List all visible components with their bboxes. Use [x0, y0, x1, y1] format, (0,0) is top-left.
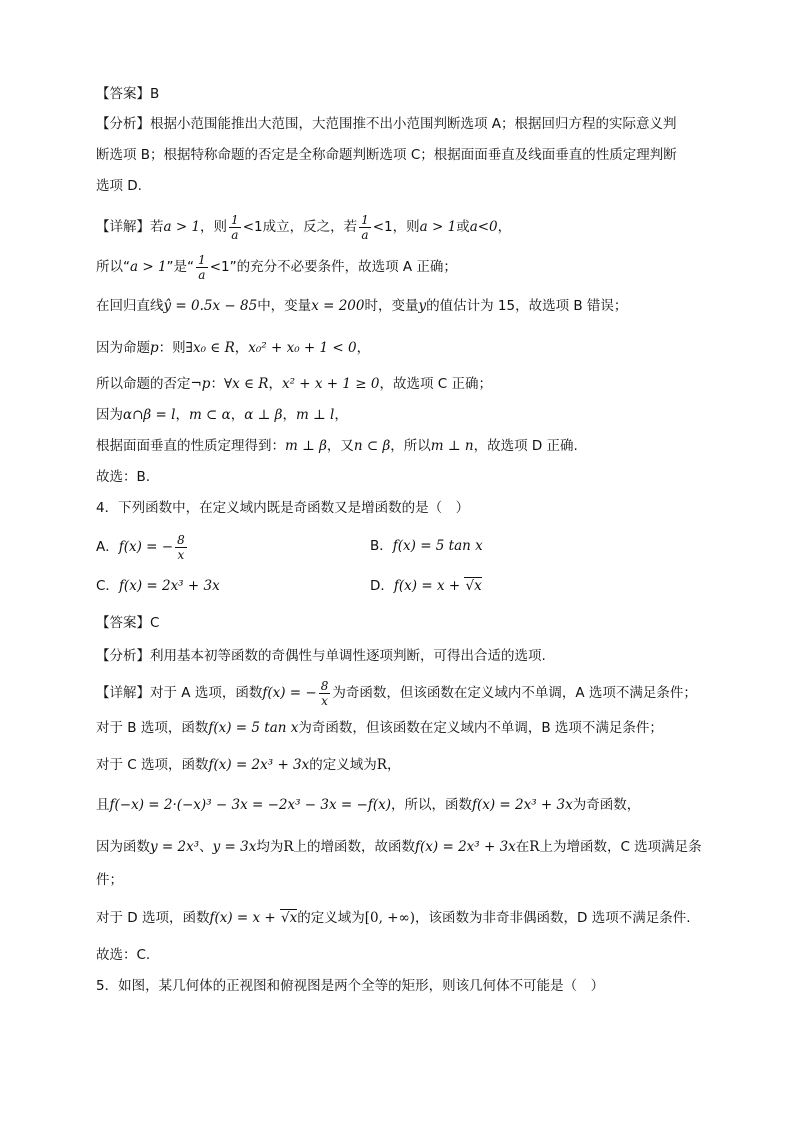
text: 为奇函数，但该函数在定义域内不单调，A 选项不满足条件；: [332, 685, 697, 701]
text: 故选：C.: [96, 947, 151, 963]
text: ，: [175, 407, 189, 423]
frac-num: 8: [320, 678, 329, 693]
text: 上的增函数，故函数: [293, 839, 416, 855]
math-expr: f(x) = 2x³ + 3x: [415, 839, 516, 855]
q4-detail-line-1: [96, 676, 734, 710]
q4-stem: [96, 498, 734, 518]
q3-analysis-line-1: [96, 114, 734, 134]
math-expr: α∩β = l: [123, 407, 176, 423]
text: 若: [150, 219, 164, 235]
text: 中，变量: [257, 298, 312, 314]
text: 对于 B 选项，函数: [96, 720, 209, 736]
sqrt-expr: [280, 909, 297, 926]
math-expr: [0, +∞): [364, 910, 416, 926]
text: 的定义域为: [297, 910, 365, 926]
math-expr: a > 1: [419, 219, 457, 235]
text: ，故选项 C 正确；: [379, 376, 492, 392]
q3-analysis-line-2: [96, 145, 734, 165]
math-expr: a > 1: [163, 219, 201, 235]
option-label: D．: [370, 578, 394, 594]
text: 时，变量: [364, 298, 419, 314]
sqrt-expr: [464, 577, 481, 594]
text: <1，则: [372, 219, 420, 235]
detail-tag: 【详解】: [96, 685, 150, 701]
text: <1成立，反之，若: [242, 219, 358, 235]
q4-detail-line-3: [96, 755, 734, 775]
text: ，该函数为非奇非偶函数，D 选项不满足条件.: [415, 910, 691, 926]
analysis-text: 利用基本初等函数的奇偶性与单调性逐项判断，可得出合适的选项.: [150, 648, 546, 664]
q3-detail-line-5: [96, 374, 734, 394]
text: 在回归直线: [96, 298, 164, 314]
q3-answer-line: [96, 84, 734, 104]
option-label: B．: [370, 538, 393, 554]
option-label: C．: [96, 578, 119, 594]
math-expr: f(x) = −: [262, 685, 317, 701]
fraction: [175, 533, 187, 562]
q4-option-b: [370, 536, 483, 556]
q4-analysis-line: [96, 646, 734, 666]
text: ，故选项 D 正确.: [473, 438, 578, 454]
math-expr: m ⊂ α: [188, 407, 231, 423]
fraction: [319, 679, 331, 708]
math-expr: ¬p: [190, 376, 211, 392]
math-expr: a > 1: [130, 259, 167, 275]
q4-detail-line-4: [96, 795, 734, 815]
answer-tag: 【答案】: [96, 86, 150, 102]
math-expr: f(x) = −: [118, 539, 174, 555]
math-expr: m ⊥ β: [285, 438, 327, 454]
text: ，: [230, 407, 245, 423]
math-expr: x = 200: [311, 298, 365, 314]
text: ，: [234, 340, 249, 356]
analysis-text: 根据小范围能推出大范围，大范围推不出小范围判断选项 A；根据回归方程的实际意义判: [150, 116, 677, 132]
text: 根据面面垂直的性质定理得到：: [96, 438, 285, 454]
q4-detail-line-5: [96, 837, 734, 857]
text: 均为: [256, 839, 284, 855]
analysis-text: 选项 D.: [96, 178, 142, 194]
math-expr: R: [529, 839, 540, 855]
text: ，: [356, 340, 371, 356]
frac-num: 1: [361, 212, 369, 227]
q4-detail-line-2: [96, 718, 734, 738]
sqrt-sign: √: [465, 578, 475, 594]
text: 因为函数: [96, 839, 150, 855]
text: 对于 C 选项，函数: [96, 757, 209, 773]
text: ，: [334, 407, 348, 423]
text: 上为增函数，C 选项满足条: [539, 839, 702, 855]
detail-tag: 【详解】: [96, 219, 150, 235]
math-expr: m ⊥ l: [295, 407, 335, 423]
text: 且: [96, 797, 110, 813]
frac-num: 1: [231, 212, 239, 227]
math-expr: y: [418, 298, 427, 314]
question-stem: 4．下列函数中，在定义域内既是奇函数又是增函数的是（ ）: [96, 500, 470, 516]
q5-stem: [96, 976, 734, 996]
text: 的值估计为 15，故选项 B 错误；: [426, 298, 628, 314]
question-stem: 5．如图，某几何体的正视图和俯视图是两个全等的矩形，则该几何体不可能是（ ）: [96, 978, 605, 994]
text: 所以命题的否定: [96, 376, 191, 392]
math-expr: y = 3x: [212, 839, 257, 855]
text: ：: [210, 376, 224, 392]
math-expr: p: [150, 340, 159, 356]
text: ，又: [326, 438, 354, 454]
math-expr: f(x) = 2x³ + 3x: [208, 757, 310, 773]
sqrt-radicand: x: [289, 910, 298, 926]
fraction: [359, 213, 371, 242]
text: ，所以，函数: [390, 797, 472, 813]
fraction: [196, 253, 208, 282]
math-expr: f(x) = 2x³ + 3x: [471, 797, 573, 813]
text: ，: [497, 219, 512, 235]
math-expr: ∀x ∈ R: [223, 376, 269, 392]
frac-num: 8: [177, 532, 185, 547]
text: ，: [386, 757, 401, 773]
math-expr: n ⊂ β: [353, 438, 391, 454]
text: 或: [456, 219, 470, 235]
frac-den: a: [198, 267, 206, 282]
text: 因为: [96, 407, 123, 423]
text: <1”的充分不必要条件，故选项 A 正确；: [209, 259, 457, 275]
math-expr: f(x) = 2x³ + 3x: [118, 578, 220, 594]
analysis-text: 断选项 B；根据特称命题的否定是全称命题判断选项 C；根据面面垂直及线面垂直的性质定理判断: [96, 147, 677, 163]
math-expr: ∃x₀ ∈ R: [185, 340, 235, 356]
text: 对于 D 选项，函数: [96, 910, 210, 926]
q3-conclusion: [96, 467, 734, 487]
answer-value: B: [150, 86, 160, 102]
sqrt-sign: √: [281, 910, 290, 926]
text: 故选：B.: [96, 469, 151, 485]
q3-detail-line-3: [96, 296, 734, 316]
q3-detail-line-7: [96, 436, 734, 456]
sqrt-radicand: x: [474, 578, 482, 594]
q4-conclusion: [96, 945, 734, 965]
answer-value: C: [150, 615, 160, 631]
text: ，则: [200, 219, 228, 235]
frac-num: 1: [198, 252, 206, 267]
text: ”是“: [166, 259, 195, 275]
text: ：则: [158, 340, 186, 356]
math-expr: f(x) = x +: [209, 910, 281, 926]
q3-analysis-line-3: [96, 176, 734, 196]
math-expr: ŷ = 0.5x − 85: [163, 298, 258, 314]
math-expr: f(−x) = 2·(−x)³ − 3x = −2x³ − 3x = −f(x): [109, 797, 391, 813]
q3-detail-line-2: [96, 250, 734, 284]
q3-detail-line-4: [96, 338, 734, 358]
q4-detail-line-7: [96, 908, 734, 928]
text: ，: [268, 376, 282, 392]
frac-den: a: [231, 227, 239, 242]
q4-detail-line-6: [96, 870, 734, 890]
math-expr: f(x) = x +: [393, 578, 465, 594]
q4-option-d: [370, 576, 482, 596]
text: 的定义域为: [309, 757, 377, 773]
math-expr: f(x) = 5 tan x: [208, 720, 299, 736]
answer-tag: 【答案】: [96, 615, 150, 631]
text: ，: [282, 407, 296, 423]
frac-den: a: [361, 227, 369, 242]
text: 对于 A 选项，函数: [150, 685, 263, 701]
frac-den: x: [177, 547, 185, 562]
text: ，所以: [390, 438, 431, 454]
text: 因为命题: [96, 340, 150, 356]
option-label: A．: [96, 539, 119, 555]
analysis-tag: 【分析】: [96, 648, 150, 664]
math-expr: m ⊥ n: [430, 438, 474, 454]
text: 为奇函数，: [572, 797, 641, 813]
math-expr: y = 2x³: [150, 839, 200, 855]
q3-detail-line-6: [96, 405, 734, 425]
text: 件；: [96, 872, 123, 888]
text: 在: [515, 839, 530, 855]
math-expr: R: [376, 757, 387, 773]
q4-answer-line: [96, 613, 734, 633]
math-expr: α ⊥ β: [244, 407, 283, 423]
math-expr: f(x) = 5 tan x: [392, 538, 483, 554]
math-expr: x² + x + 1 ≥ 0: [281, 376, 380, 392]
math-expr: R: [283, 839, 294, 855]
fraction: [229, 213, 241, 242]
text: 、: [199, 839, 213, 855]
analysis-tag: 【分析】: [96, 116, 150, 132]
text: 为奇函数，但该函数在定义域内不单调，B 选项不满足条件；: [298, 720, 663, 736]
math-expr: x₀² + x₀ + 1 < 0: [248, 340, 357, 356]
frac-den: x: [321, 693, 328, 708]
math-expr: a<0: [469, 219, 498, 235]
q3-detail-line-1: [96, 210, 734, 244]
text: 所以“: [96, 259, 130, 275]
